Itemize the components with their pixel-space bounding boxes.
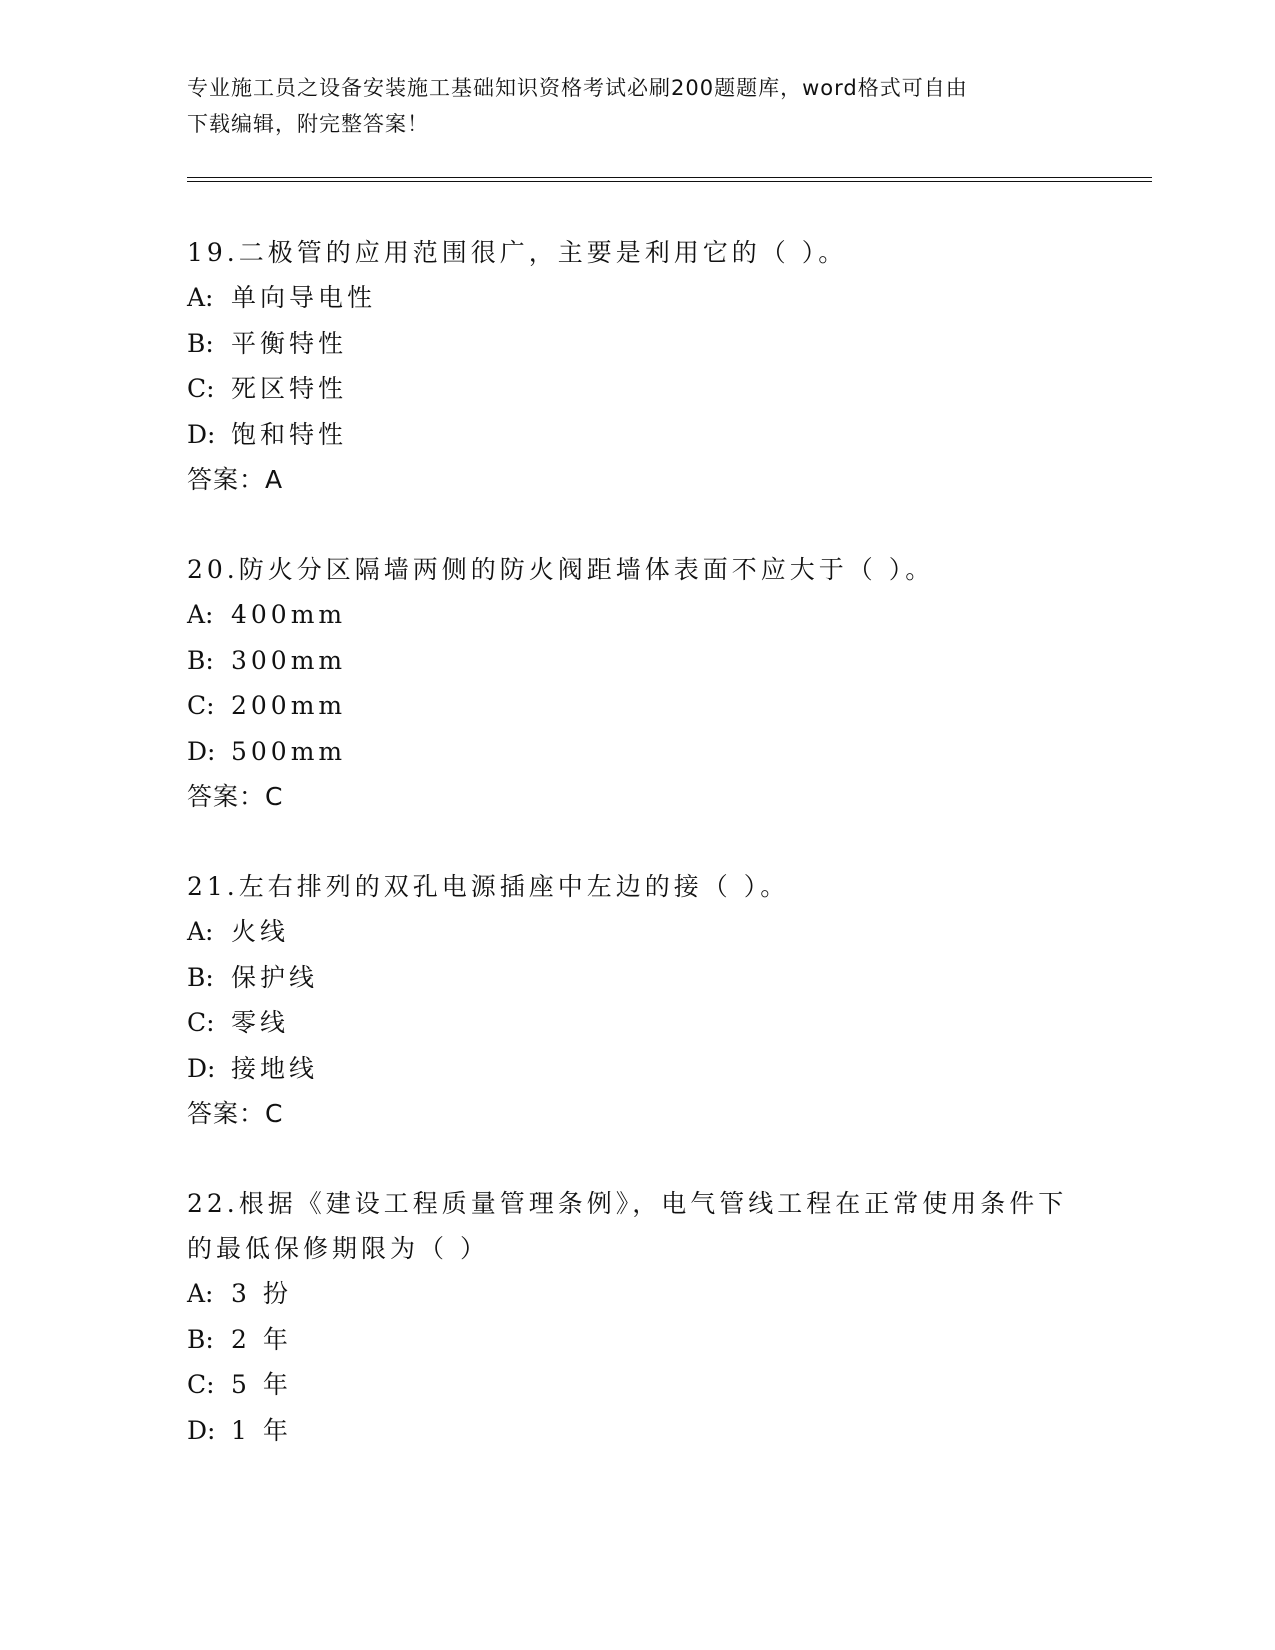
option-text: 平衡特性	[231, 328, 348, 358]
option-text: 保护线	[231, 962, 319, 992]
option-c	[187, 1362, 1087, 1408]
option-a	[187, 909, 1087, 955]
option-text: 火线	[231, 917, 290, 946]
question-20	[187, 547, 1087, 819]
answer: 答案：C	[187, 1099, 284, 1128]
option-key: C:	[187, 374, 215, 403]
option-text: 500mm	[231, 736, 347, 766]
option-key: A:	[187, 1279, 214, 1308]
header-line-2: 下载编辑，附完整答案！	[187, 112, 429, 136]
question-22	[187, 1181, 1087, 1453]
option-a	[187, 1271, 1087, 1317]
option-text: 400mm	[231, 600, 347, 629]
question-text: 21.左右排列的双孔电源插座中左边的接（ ）。	[187, 872, 790, 901]
option-b	[187, 638, 1087, 684]
option-d	[187, 412, 1087, 458]
header-divider-bottom	[187, 181, 1152, 182]
option-c	[187, 1000, 1087, 1046]
option-text: 2 年	[231, 1324, 292, 1354]
option-key: D:	[187, 1415, 216, 1445]
option-key: A:	[187, 600, 214, 629]
question-text-line-2: 的最低保修期限为（ ）	[187, 1234, 489, 1263]
option-text: 5 年	[231, 1370, 292, 1399]
option-a	[187, 592, 1087, 638]
option-a	[187, 275, 1087, 321]
option-text: 200mm	[231, 691, 347, 720]
option-b	[187, 321, 1087, 367]
option-text: 1 年	[231, 1415, 292, 1445]
option-text: 接地线	[231, 1053, 319, 1083]
document-header	[187, 70, 1067, 142]
option-c	[187, 683, 1087, 729]
question-text: 19.二极管的应用范围很广，主要是利用它的（ ）。	[187, 238, 848, 267]
header-divider-top	[187, 177, 1152, 178]
option-c	[187, 366, 1087, 412]
option-key: B:	[187, 328, 214, 358]
option-d	[187, 729, 1087, 775]
option-b	[187, 1317, 1087, 1363]
option-key: B:	[187, 1324, 214, 1354]
option-b	[187, 955, 1087, 1001]
option-key: C:	[187, 1370, 215, 1399]
question-text: 20.防火分区隔墙两侧的防火阀距墙体表面不应大于（ ）。	[187, 555, 935, 584]
question-text-line-1: 22.根据《建设工程质量管理条例》，电气管线工程在正常使用条件下	[187, 1189, 1068, 1218]
option-key: A:	[187, 283, 214, 312]
option-text: 死区特性	[231, 374, 348, 403]
option-text: 3 扮	[231, 1279, 292, 1308]
option-key: C:	[187, 691, 215, 720]
option-key: C:	[187, 1008, 215, 1037]
option-key: D:	[187, 1053, 216, 1083]
header-line-1: 专业施工员之设备安装施工基础知识资格考试必刷200题题库，word格式可自由	[187, 76, 968, 100]
option-text: 300mm	[231, 645, 347, 675]
option-text: 单向导电性	[231, 283, 377, 312]
option-d	[187, 1408, 1087, 1454]
option-d	[187, 1046, 1087, 1092]
answer: 答案：A	[187, 465, 284, 494]
answer: 答案：C	[187, 782, 284, 811]
option-key: A:	[187, 917, 214, 946]
option-key: D:	[187, 419, 216, 449]
option-key: B:	[187, 962, 214, 992]
option-key: D:	[187, 736, 216, 766]
option-text: 饱和特性	[231, 419, 348, 449]
option-text: 零线	[231, 1008, 290, 1037]
question-19	[187, 230, 1087, 502]
question-21	[187, 864, 1087, 1136]
option-key: B:	[187, 645, 214, 675]
